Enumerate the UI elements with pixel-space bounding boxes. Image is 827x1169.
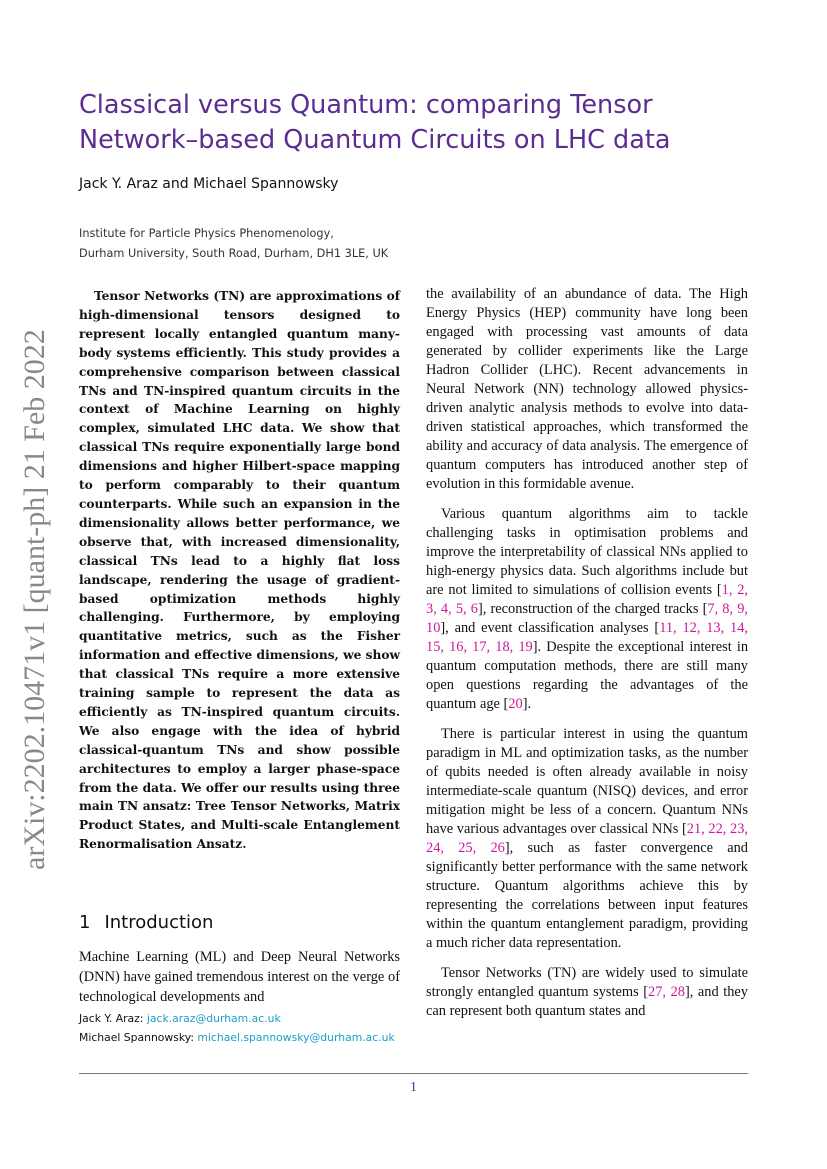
- email-line: [79, 1028, 395, 1047]
- right-column: [426, 285, 748, 1032]
- citation-link[interactable]: 7, 8, 9, 10: [426, 601, 748, 636]
- intro-paragraph: Machine Learning (ML) and Deep Neural Networks (DNN) have gained tremendous interest on the verge of technological developments and: [79, 949, 400, 1006]
- citation-link[interactable]: 27, 28: [648, 984, 685, 1000]
- page-number: 1: [410, 1080, 417, 1095]
- email-link[interactable]: jack.araz@durham.ac.uk: [146, 1012, 281, 1025]
- section-title: Introduction: [104, 912, 214, 933]
- citation-link[interactable]: 11, 12, 13, 14, 15, 16, 17, 18, 19: [426, 620, 748, 655]
- email-line: [79, 1009, 395, 1028]
- body-paragraph: the availability of an abundance of data. The High Energy Physics (HEP) community have long been engaged with processing vast amounts of data generated by collider experiments like the Large Hadron Collider (LHC). Recent advancements in Neural Network (NN) technology allowed physics-driven analytic analysis methods to evolve into data-driven statistical approaches, which transformed the ability and accuracy of data analysis. The emergence of quantum computers has introduced another step of evolution in this formidable avenue.: [426, 286, 748, 492]
- section-number: 1: [79, 912, 91, 933]
- body-paragraph: Tensor Networks (TN) are widely used to simulate strongly entangled quantum systems [27, 28], and they can represent both quantum states and: [426, 965, 749, 1019]
- paper-title: Classical versus Quantum: comparing Tensor Network–based Quantum Circuits on LHC data: [79, 90, 671, 155]
- citation-link[interactable]: 21, 22, 23, 24, 25, 26: [426, 821, 748, 856]
- footer-divider: [79, 1073, 748, 1074]
- author-list: Jack Y. Araz and Michael Spannowsky: [79, 176, 339, 192]
- citation-link[interactable]: 1, 2, 3, 4, 5, 6: [426, 582, 749, 617]
- email-link[interactable]: michael.spannowsky@durham.ac.uk: [197, 1031, 395, 1044]
- citation-link[interactable]: 20: [508, 696, 523, 712]
- author-emails: [79, 1009, 395, 1047]
- abstract: Tensor Networks (TN) are approximations of high-dimensional tensors designed to represent locally entangled quantum many-body systems efficiently. This study provides a comprehensive comparison between classical TNs and TN-inspired quantum circuits in the context of Machine Learning on highly complex, simulated LHC data. We show that classical TNs require exponentially large bond dimensions and higher Hilbert-space mapping to perform comparably to their quantum counterparts. While such an expansion in the dimensionality allows better performance, we observe that, with increased dimensionality, classical TNs lead to a highly flat loss landscape, rendering the usage of gradient-based optimization methods highly challenging. Furthermore, by employing quantitative metrics, such as the Fisher information and effective dimensions, we show that classical TNs require a more extensive training sample to represent the data as efficiently as TN-inspired quantum circuits. We also engage with the idea of hybrid classical-quantum TNs and show possible architectures to employ a larger phase-space from the data. We offer our results using three main TN ansatz: Tree Tensor Networks, Matrix Product States, and Multi-scale Entanglement Renormalisation Ansatz.: [79, 289, 400, 852]
- affiliation-line: Institute for Particle Physics Phenomenology,: [79, 227, 334, 240]
- email-label: Michael Spannowsky:: [79, 1031, 194, 1044]
- body-paragraph: Various quantum algorithms aim to tackle challenging tasks in optimisation problems and improve the interpretability of classical NNs applied to high-energy physics data. Such algorithms include but are not limited to simulations of collision events [1, 2, 3, 4, 5, 6], reconstruction of the charged tracks [7, 8, 9, 10], and event classification analyses [11, 12, 13, 14, 15, 16, 17, 18, 19]. Despite the exceptional interest in quantum computation methods, there are still many open questions regarding the advantages of the quantum age [20].: [426, 506, 749, 712]
- arxiv-identifier: arXiv:2202.10471v1 [quant-ph] 21 Feb 2022: [18, 329, 51, 870]
- section-heading: [79, 912, 213, 933]
- email-label: Jack Y. Araz:: [79, 1012, 144, 1025]
- affiliation: [79, 224, 388, 264]
- affiliation-line: Durham University, South Road, Durham, DH1 3LE, UK: [79, 247, 389, 260]
- body-paragraph: There is particular interest in using the quantum paradigm in ML and optimization tasks, as the number of qubits needed is often already available in noisy intermediate-scale quantum (NISQ) devices, and error mitigation might be less of a concern. Quantum NNs have various advantages over classical NNs [21, 22, 23, 24, 25, 26], such as faster convergence and significantly better performance with the same network structure. Quantum algorithms achieve this by representing the correlations between input features within the quantum entanglement paradigm, providing a much richer data representation.: [426, 726, 748, 951]
